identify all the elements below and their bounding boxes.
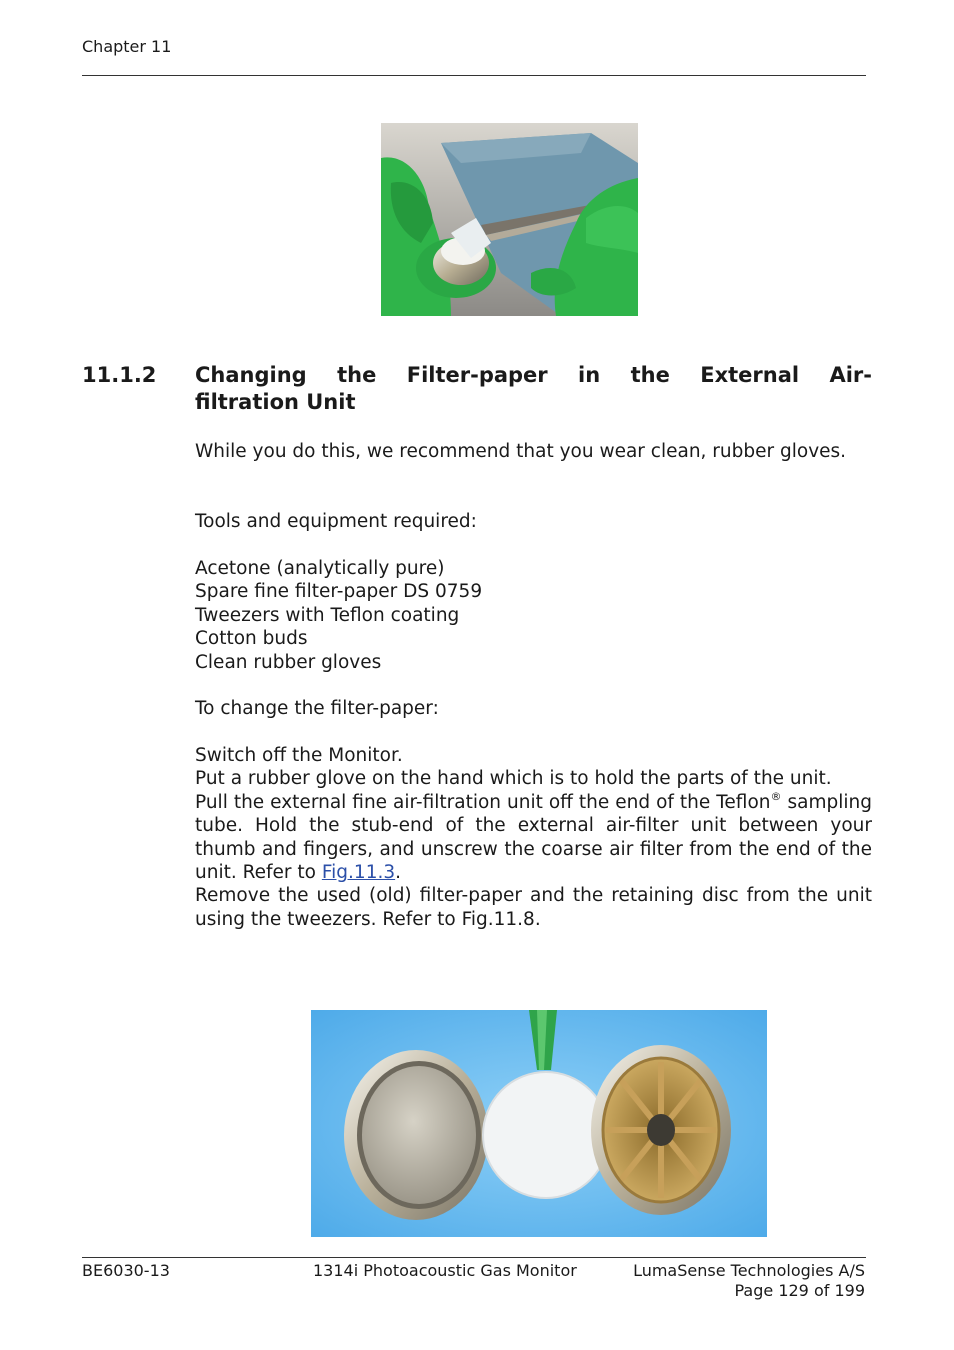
- photo-filter-unit-parts: [311, 1010, 767, 1237]
- intro-paragraph: While you do this, we recommend that you wear clean, rubber gloves.: [195, 441, 847, 462]
- footer-product: 1314i Photoacoustic Gas Monitor: [313, 1261, 577, 1280]
- section-number: 11.1.2: [82, 363, 157, 387]
- step-3-text-b: sampling tube. Hold the stub-end of the external air-filter unit between your thumb and fingers, and unscrew the coarse air filter from the end of the unit. Refer to: [195, 791, 872, 884]
- footer-doc-id: BE6030-13: [82, 1261, 170, 1280]
- list-item: Acetone (analytically pure): [195, 558, 445, 579]
- step-1: Switch off the Monitor.: [195, 745, 403, 766]
- registered-mark: ®: [770, 789, 782, 803]
- step-2: Put a rubber glove on the hand which is to hold the parts of the unit.: [195, 768, 832, 790]
- procedure-steps: [195, 744, 872, 931]
- photo-tweezers-filter: [381, 123, 638, 316]
- step-3: [195, 791, 872, 885]
- tools-heading: Tools and equipment required:: [195, 511, 477, 532]
- tools-list: [195, 557, 872, 674]
- footer-page-number: Page 129 of 199: [734, 1281, 865, 1300]
- chapter-label: Chapter 11: [82, 37, 172, 56]
- footer-company: LumaSense Technologies A/S: [633, 1261, 865, 1280]
- footer-company-page: [620, 1261, 865, 1301]
- change-heading: To change the filter-paper:: [195, 698, 439, 719]
- list-item: Clean rubber gloves: [195, 651, 382, 673]
- section-title-line2: filtration Unit: [195, 390, 356, 414]
- fig-11-3-link[interactable]: Fig.11.3: [321, 862, 396, 884]
- header-rule: [82, 75, 866, 76]
- section-title-line1: Changing the Filter-paper in the External Air-: [195, 363, 872, 387]
- footer-rule: [82, 1257, 866, 1258]
- step-4: Remove the used (old) filter-paper and the retaining disc from the unit using the tweezers. Refer to Fig.11.8.: [195, 885, 872, 930]
- list-item: Cotton buds: [195, 628, 308, 650]
- step-3-text-c: .: [395, 862, 402, 884]
- list-item: Spare fine filter-paper DS 0759: [195, 581, 483, 603]
- list-item: Tweezers with Teflon coating: [195, 604, 460, 626]
- step-3-text-a: Pull the external fine air-filtration unit off the end of the Teflon: [195, 791, 771, 813]
